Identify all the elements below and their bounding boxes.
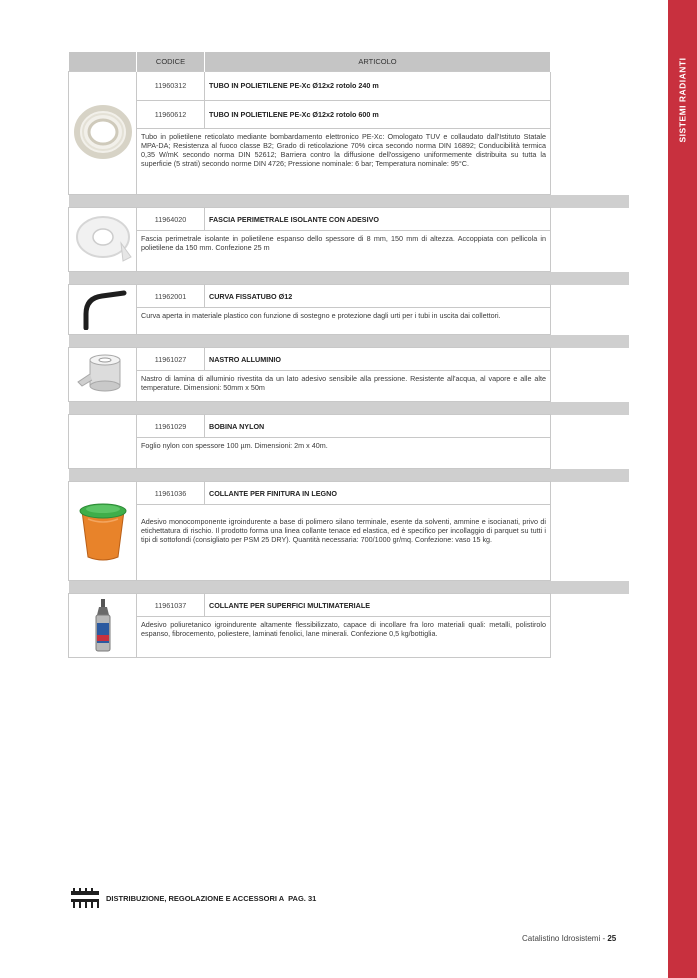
cross-reference xyxy=(70,888,316,908)
table-row xyxy=(69,308,629,335)
row-separator xyxy=(69,581,629,594)
product-name: COLLANTE PER FINITURA IN LEGNO xyxy=(205,482,551,505)
product-name: TUBO IN POLIETILENE PE-Xc Ø12x2 rotolo 240 m xyxy=(205,72,551,101)
product-table xyxy=(68,52,629,658)
product-image-empty xyxy=(69,415,137,469)
table-row xyxy=(69,285,629,308)
product-description: Adesivo monocomponente igroindurente a base di polimero silano terminale, esente da solventi, ammine e isocianati, privo di etichettatura di rischio. Il prodotto forma una linea collante tenace ed elastica, ed è specifico per incollaggio di parquet su tutti i tipi di sottofondi (consigliato per PSM 25 DRY). Quantità necessaria: 700/1000 gr/mq. Confezione: vaso 15 kg. xyxy=(137,505,551,581)
pipe-bend-icon xyxy=(76,288,130,330)
pipe-roll-icon xyxy=(74,103,132,161)
header-article: ARTICOLO xyxy=(205,52,551,72)
product-description: Foglio nylon con spessore 100 µm. Dimensioni: 2m x 40m. xyxy=(137,438,551,469)
perimeter-strip-icon xyxy=(73,213,133,265)
product-name: NASTRO ALLUMINIO xyxy=(205,348,551,371)
table-row xyxy=(69,438,629,469)
aluminium-tape-icon xyxy=(74,352,132,396)
product-image-glue-bottle xyxy=(69,594,137,658)
glue-bucket-icon xyxy=(74,497,132,563)
manifold-icon xyxy=(70,888,100,908)
table-row xyxy=(69,415,629,438)
product-code: 11961036 xyxy=(137,482,205,505)
product-description: Curva aperta in materiale plastico con funzione di sostegno e protezione dagli urti per i tubi in uscita dai collettori. xyxy=(137,308,551,335)
product-code: 11961029 xyxy=(137,415,205,438)
product-code: 11962001 xyxy=(137,285,205,308)
product-code: 11961037 xyxy=(137,594,205,617)
table-row xyxy=(69,594,629,617)
table-row xyxy=(69,100,629,129)
catalog-name: Catalistino Idrosistemi - xyxy=(522,934,608,943)
table-row xyxy=(69,617,629,658)
product-name: BOBINA NYLON xyxy=(205,415,551,438)
product-description: Nastro di lamina di alluminio rivestita da un lato adesivo sensibile alla pressione. Resistente all'acqua, al vapore e alle alte temperature. Dimensioni: 50mm x 50m xyxy=(137,371,551,402)
row-separator xyxy=(69,272,629,285)
side-tab xyxy=(668,0,697,200)
product-image-pipe-roll xyxy=(69,72,137,195)
product-image-aluminium-tape xyxy=(69,348,137,402)
header-code: CODICE xyxy=(137,52,205,72)
row-separator xyxy=(69,469,629,482)
product-code: 11960312 xyxy=(137,72,205,101)
table-row xyxy=(69,208,629,231)
product-code: 11964020 xyxy=(137,208,205,231)
header-image-col xyxy=(69,52,137,72)
table-row xyxy=(69,371,629,402)
table-row xyxy=(69,505,629,581)
product-name: CURVA FISSATUBO Ø12 xyxy=(205,285,551,308)
product-code: 11960612 xyxy=(137,100,205,129)
table-row xyxy=(69,231,629,272)
product-image-pipe-bend xyxy=(69,285,137,335)
table-row xyxy=(69,129,629,195)
glue-bottle-icon xyxy=(88,597,118,653)
table-header xyxy=(69,52,629,72)
product-image-glue-bucket xyxy=(69,482,137,581)
row-separator xyxy=(69,335,629,348)
product-code: 11961027 xyxy=(137,348,205,371)
table-row xyxy=(69,482,629,505)
page-number: 25 xyxy=(607,934,617,943)
product-description: Tubo in polietilene reticolato mediante bombardamento elettronico PE-Xc: Omologato TUV e collaudato dall'Istituto Statale MPA-DA; Resistenza al fuoco classe B2; Grado di reticolazione 70% circa secondo norma DIN 16892; Conducibilità termica 0,35 W/mK secondo norma DIN 52612; Barriera contro la diffusione dell'ossigeno uniformemente distribuita su tutta la superficie (5 strati) secondo norme DIN 4726; Pressione nominale: 6 bar; Temperatura nominale: 95°C. xyxy=(137,129,551,195)
product-name: TUBO IN POLIETILENE PE-Xc Ø12x2 rotolo 600 m xyxy=(205,100,551,129)
page-footer xyxy=(522,934,616,943)
product-description: Fascia perimetrale isolante in polietilene espanso dello spessore di 8 mm, 150 mm di altezza. Accoppiata con pellicola in polietilene da 150 mm. Confezione 25 m xyxy=(137,231,551,272)
product-image-perimeter-strip xyxy=(69,208,137,272)
table-row xyxy=(69,72,629,101)
side-tab-label: SISTEMI RADIANTI xyxy=(677,57,688,143)
product-description: Adesivo poliuretanico igroindurente altamente flessibilizzato, capace di incollare fra loro materiali quali: metalli, polistirolo espanso, fibrocemento, poliestere, laminati fenolici, lane minerali. Confezione 0,5 kg/bottiglia. xyxy=(137,617,551,658)
row-separator xyxy=(69,402,629,415)
cross-reference-text: DISTRIBUZIONE, REGOLAZIONE E ACCESSORI A PAG. 31 xyxy=(106,893,317,903)
product-name: FASCIA PERIMETRALE ISOLANTE CON ADESIVO xyxy=(205,208,551,231)
table-row xyxy=(69,348,629,371)
product-name: COLLANTE PER SUPERFICI MULTIMATERIALE xyxy=(205,594,551,617)
row-separator xyxy=(69,195,629,208)
